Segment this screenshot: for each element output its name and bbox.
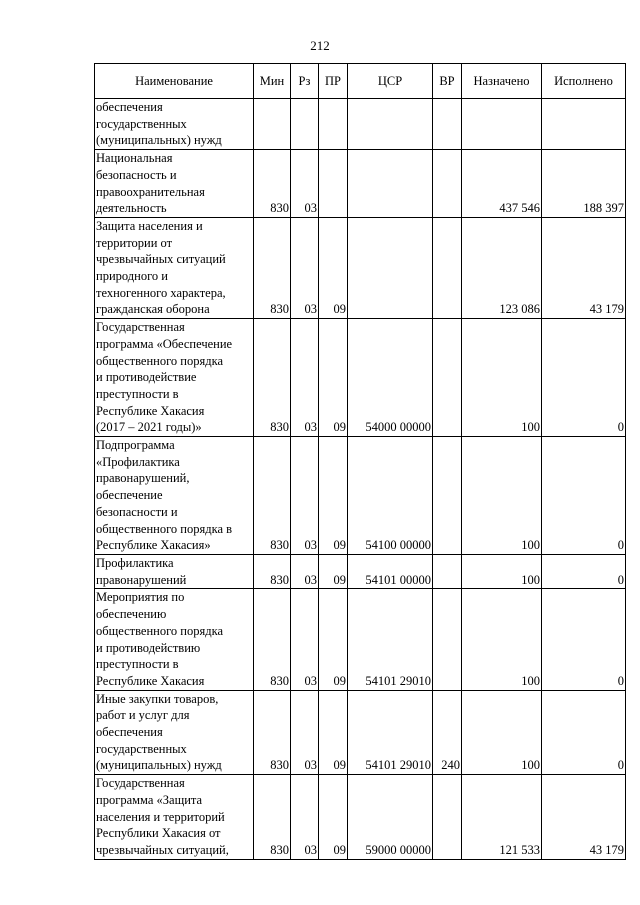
cell-vr (433, 437, 462, 555)
header-vr: ВР (433, 64, 462, 99)
header-assigned: Назначено (462, 64, 542, 99)
cell-rz: 03 (291, 150, 319, 218)
table-row (95, 319, 626, 437)
cell-assigned (462, 99, 542, 150)
cell-pr: 09 (319, 690, 348, 775)
cell-vr (433, 775, 462, 860)
table-row (95, 217, 626, 318)
cell-executed: 188 397 (542, 150, 626, 218)
cell-name: Мероприятия по обеспечению общественного порядка и противодействию преступности в Республике Хакасия (95, 589, 254, 690)
cell-assigned: 100 (462, 554, 542, 588)
cell-csr: 54100 00000 (348, 437, 433, 555)
table-row (95, 554, 626, 588)
cell-rz: 03 (291, 319, 319, 437)
cell-pr: 09 (319, 217, 348, 318)
header-csr: ЦСР (348, 64, 433, 99)
cell-min: 830 (254, 217, 291, 318)
cell-min: 830 (254, 319, 291, 437)
cell-csr: 54000 00000 (348, 319, 433, 437)
cell-name: обеспечения государственных (муниципальных) нужд (95, 99, 254, 150)
cell-executed: 43 179 (542, 217, 626, 318)
cell-executed (542, 99, 626, 150)
table-row (95, 437, 626, 555)
header-pr: ПР (319, 64, 348, 99)
budget-table (94, 63, 626, 860)
cell-vr (433, 589, 462, 690)
cell-executed: 0 (542, 437, 626, 555)
cell-vr (433, 217, 462, 318)
cell-min (254, 99, 291, 150)
cell-min: 830 (254, 554, 291, 588)
page-number: 212 (310, 38, 330, 53)
cell-rz: 03 (291, 437, 319, 555)
cell-csr: 59000 00000 (348, 775, 433, 860)
cell-pr (319, 150, 348, 218)
cell-vr: 240 (433, 690, 462, 775)
cell-executed: 0 (542, 554, 626, 588)
cell-min: 830 (254, 589, 291, 690)
cell-csr: 54101 00000 (348, 554, 433, 588)
header-rz: Рз (291, 64, 319, 99)
cell-assigned: 100 (462, 319, 542, 437)
cell-name: Национальная безопасность и правоохранительная деятельность (95, 150, 254, 218)
cell-name: Подпрограмма «Профилактика правонарушений, обеспечение безопасности и общественного порядка в Республике Хакасия» (95, 437, 254, 555)
cell-csr: 54101 29010 (348, 589, 433, 690)
cell-rz: 03 (291, 775, 319, 860)
cell-vr (433, 554, 462, 588)
cell-executed: 0 (542, 690, 626, 775)
cell-csr: 54101 29010 (348, 690, 433, 775)
cell-min: 830 (254, 437, 291, 555)
cell-vr (433, 319, 462, 437)
cell-assigned: 437 546 (462, 150, 542, 218)
cell-rz: 03 (291, 589, 319, 690)
cell-pr: 09 (319, 437, 348, 555)
cell-assigned: 123 086 (462, 217, 542, 318)
cell-assigned: 100 (462, 437, 542, 555)
table-row (95, 99, 626, 150)
cell-min: 830 (254, 775, 291, 860)
table-row (95, 690, 626, 775)
cell-executed: 0 (542, 319, 626, 437)
cell-executed: 43 179 (542, 775, 626, 860)
table-row (95, 775, 626, 860)
cell-vr (433, 150, 462, 218)
cell-pr: 09 (319, 589, 348, 690)
table-row (95, 589, 626, 690)
cell-assigned: 100 (462, 589, 542, 690)
cell-pr (319, 99, 348, 150)
cell-assigned: 100 (462, 690, 542, 775)
cell-rz (291, 99, 319, 150)
table-header-row (95, 64, 626, 99)
cell-min: 830 (254, 150, 291, 218)
cell-rz: 03 (291, 690, 319, 775)
cell-csr (348, 150, 433, 218)
cell-assigned: 121 533 (462, 775, 542, 860)
cell-rz: 03 (291, 217, 319, 318)
header-name: Наименование (95, 64, 254, 99)
cell-name: Профилактика правонарушений (95, 554, 254, 588)
cell-name: Защита населения и территории от чрезвычайных ситуаций природного и техногенного характера, гражданская оборона (95, 217, 254, 318)
cell-pr: 09 (319, 554, 348, 588)
cell-name: Государственная программа «Защита населения и территорий Республики Хакасия от чрезвычайных ситуаций, (95, 775, 254, 860)
cell-name: Иные закупки товаров, работ и услуг для обеспечения государственных (муниципальных) нужд (95, 690, 254, 775)
cell-rz: 03 (291, 554, 319, 588)
cell-pr: 09 (319, 775, 348, 860)
cell-executed: 0 (542, 589, 626, 690)
header-executed: Исполнено (542, 64, 626, 99)
cell-name: Государственная программа «Обеспечение общественного порядка и противодействие преступности в Республике Хакасия (2017 – 2021 годы)» (95, 319, 254, 437)
cell-csr (348, 99, 433, 150)
cell-csr (348, 217, 433, 318)
cell-min: 830 (254, 690, 291, 775)
cell-pr: 09 (319, 319, 348, 437)
table-row (95, 150, 626, 218)
cell-vr (433, 99, 462, 150)
header-min: Мин (254, 64, 291, 99)
